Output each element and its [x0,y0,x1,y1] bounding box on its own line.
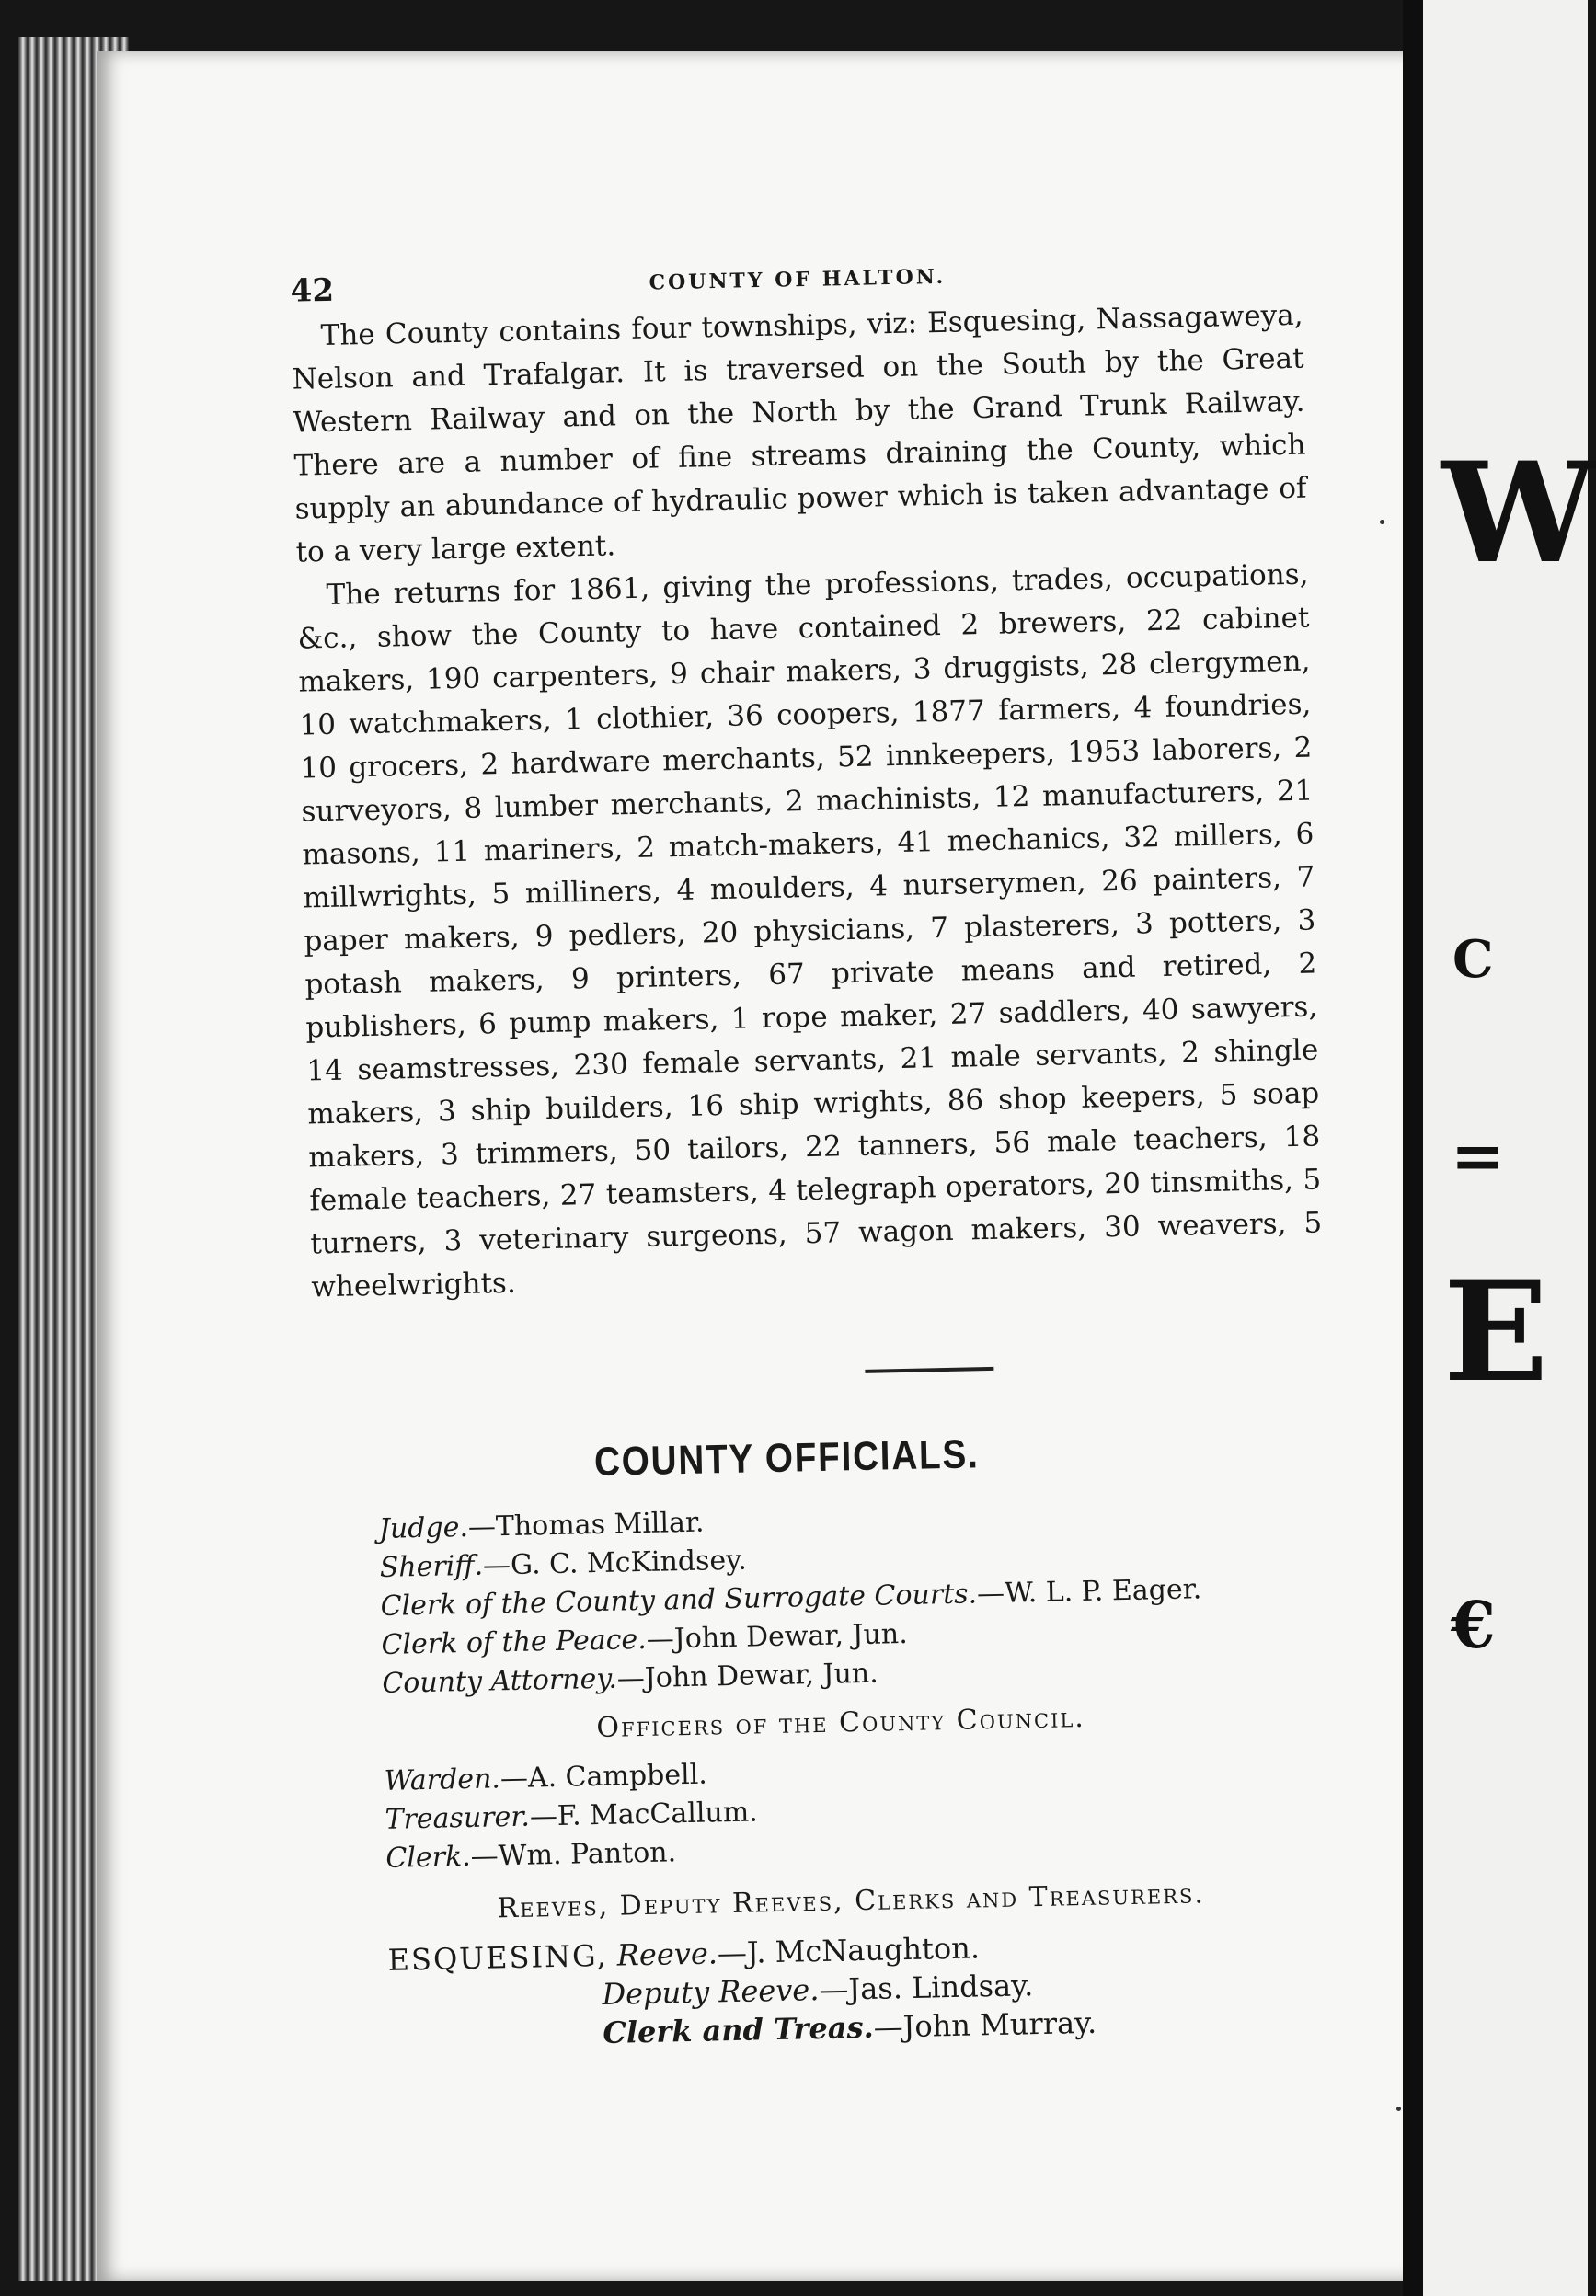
official-clerk: Clerk.—Wm. Panton. [385,1836,677,1875]
running-head: COUNTY OF HALTON. [649,264,947,295]
page-content [189,238,1376,2061]
facing-glyph-curl: € [1451,1587,1496,1663]
paragraph-returns-1861: The returns for 1861, giving the professions, trades, occupations, &c., show the County to have contained 2 brewers, 22 cabinet makers, 190 carpenters, 9 chair makers, 3 druggists, 28 clergymen, 10 watchmakers, 1 clothier, 36 coopers, 1877 farmers, 4 foundries, 10 grocers, 2 hardware merchants, 52 innkeepers, 1953 laborers, 2 surveyors, 8 lumber merchants, 2 machinists, 12 manufacturers, 21 masons, 11 mariners, 2 match-makers, 41 mechanics, 32 millers, 6 millwrights, 5 milliners, 4 moulders, 4 nurserymen, 26 painters, 7 paper makers, 9 pedlers, 20 physicians, 7 plasterers, 3 potters, 3 potash makers, 9 printers, 67 private means and retired, 2 publishers, 6 pump makers, 1 rope maker, 27 saddlers, 40 sawyers, 14 seamstresses, 230 female servants, 21 male servants, 2 shingle makers, 3 ship builders, 16 ship wrights, 86 shop keepers, 5 soap makers, 3 trimmers, 50 tailors, 22 tanners, 56 male teachers, 18 female teachers, 27 teamsters, 4 telegraph operators, 20 tinsmiths, 5 turners, 3 veterinary surgeons, 57 wagon makers, 30 weavers, 5 wheelwrights. [297,557,1323,1304]
facing-glyph-equals: = [1451,1118,1505,1194]
facing-glyph-w: W [1441,432,1596,594]
official-treasurer: Treasurer.—F. MacCallum. [385,1796,759,1836]
esquesing-clerk-treasurer: Clerk and Treas.—John Murray. [603,2004,1097,2050]
page-number: 42 [290,271,335,310]
official-county-attorney: County Attorney.—John Dewar, Jun. [382,1657,879,1700]
officials-list [215,1490,1376,2061]
official-warden: Warden.—A. Campbell. [384,1758,708,1797]
facing-page [1403,0,1596,2296]
official-judge: Judge.—Thomas Millar. [378,1506,705,1545]
esquesing-reeve: ESQUESING, Reeve.—J. McNaughton. [387,1930,981,1978]
official-clerk-peace: Clerk of the Peace.—John Dewar, Jun. [381,1617,909,1661]
township-name: ESQUESING, [387,1937,609,1978]
print-speck [1380,520,1384,524]
paragraph-townships: The County contains four townships, viz: Esquesing, Nassagaweya, Nelson and Trafalgar. It is traversed on the South by the Great Western Railway and on the North by the Grand Trunk Railway. There are a number of fine streams draining the County, which supply an abundance of hydraulic power which is taken advantage of to a very large extent. [292,298,1307,569]
esquesing-deputy-reeve: Deputy Reeve.—Jas. Lindsay. [602,1968,1034,2012]
official-sheriff: Sheriff.—G. C. McKindsey. [379,1544,748,1584]
section-divider [865,1367,993,1373]
facing-glyph-e: E [1443,1251,1549,1413]
print-speck [1396,2107,1401,2111]
official-clerk-courts: Clerk of the County and Surrogate Courts.—W. L. P. Eager. [380,1573,1202,1623]
county-officials-title: COUNTY OFFICIALS. [593,1431,981,1486]
facing-glyph-c: C [1452,929,1494,990]
council-heading: Officers of the County Council. [596,1701,1086,1745]
reeves-heading: Reeves, Deputy Reeves, Clerks and Treasurers. [497,1877,1206,1925]
